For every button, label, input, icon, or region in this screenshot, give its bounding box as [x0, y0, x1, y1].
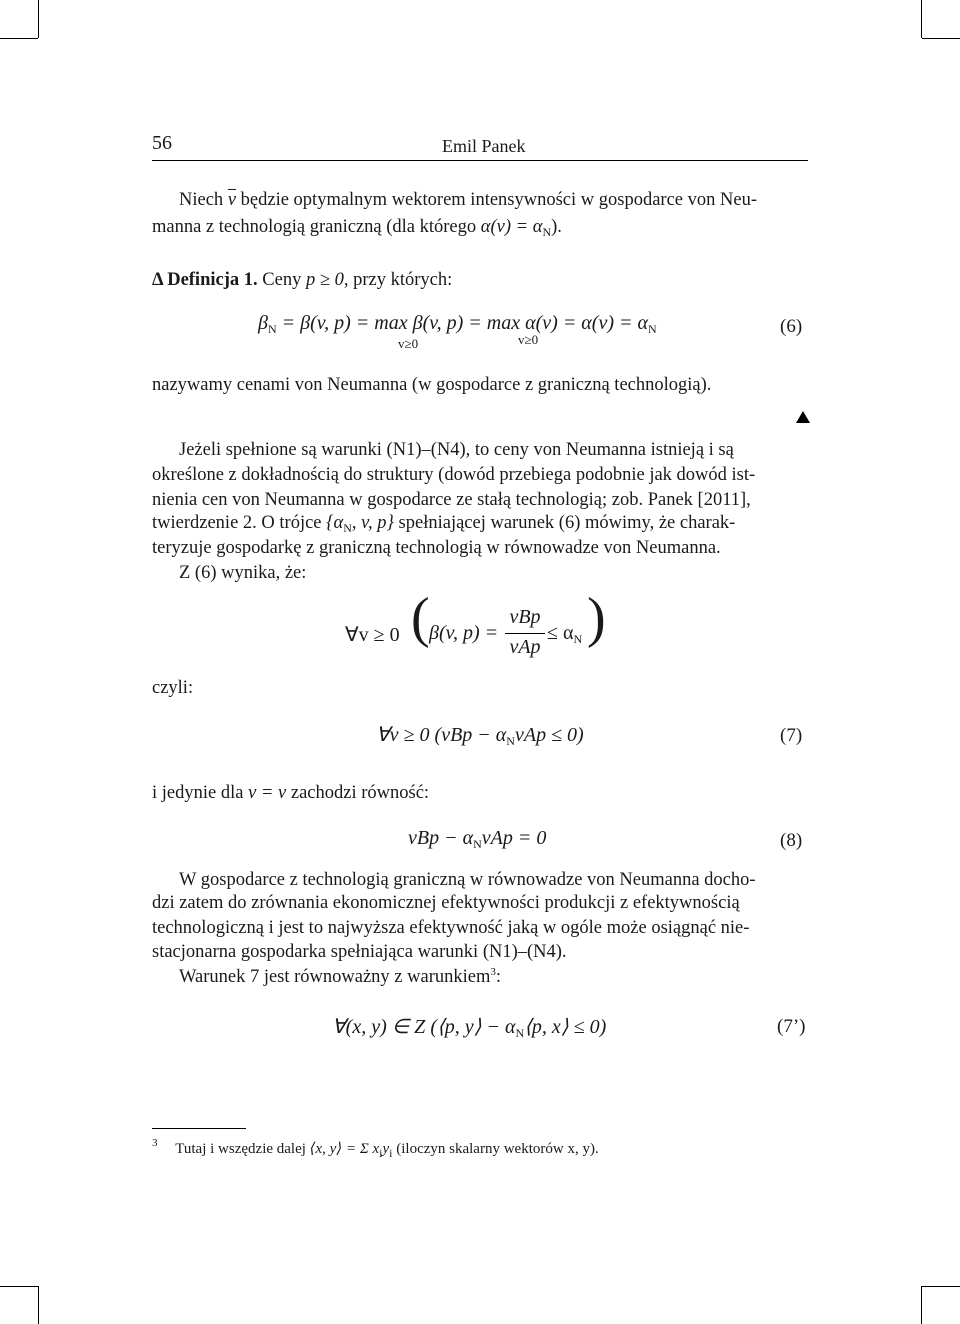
para1-line2: manna z technologią graniczną (dla którego $\alpha(v) = \alpha_N$).	[152, 217, 562, 239]
crop-mark	[0, 1286, 38, 1287]
crop-mark	[38, 1286, 39, 1324]
equation-6: $\beta_N = \beta(v$, p) = max β(v, $p) = \max \alpha(v) = \alpha(v) = \alpha_N$	[258, 312, 657, 336]
page-header	[152, 132, 808, 161]
czyli-label: czyli:	[152, 678, 194, 698]
equation-forall: ∀v ≥ 0 ( β(v, p) = vBp vAp ≤ $\alpha_N$ )	[345, 587, 606, 658]
para4-line3: technologiczną i jest to najwyższa efektywność jaką w ogóle może osiągnąć nie-	[152, 918, 750, 938]
definition-line: Δ Definicja 1. Ceny p ≥ 0, przy których:	[152, 270, 453, 290]
definition-label: Δ Definicja 1.	[152, 270, 258, 290]
equation-number: (7’)	[777, 1016, 806, 1037]
footnote-marker: 3	[152, 1137, 158, 1149]
crop-mark	[38, 0, 39, 38]
para3-line3: nienia cen von Neumanna w gospodarce ze stałą technologią; zob. Panek [2011],	[152, 490, 751, 510]
para4-line2: dzi zatem do zrównania ekonomicznej efektywności produkcji z efektywnością	[152, 893, 740, 913]
crop-mark	[921, 1286, 922, 1324]
para3-line6: Z (6) wynika, że:	[179, 563, 307, 583]
end-of-definition-triangle-icon	[796, 411, 810, 423]
para3-line5: teryzuje gospodarkę z graniczną technologią w równowadze von Neumanna.	[152, 538, 721, 558]
crop-mark	[0, 38, 38, 39]
equation-7-prime: ∀(x, y) ∈ Z (⟨p, y⟩ − $\alpha_N⟨p$, x⟩ ≤ 0)	[332, 1016, 607, 1040]
page-number: 56	[152, 132, 172, 154]
para1-line1: Niech $\overline{v}$ będzie optymalnym wektorem intensywności w gospodarce von Neu-	[179, 190, 757, 210]
footnote-reference: 3	[490, 966, 496, 978]
footnote-rule	[152, 1128, 246, 1129]
equation-number: (6)	[780, 316, 803, 337]
equation-8: vBp − $\alpha_NvAp = 0$	[408, 827, 547, 851]
para4-line1: W gospodarce z technologią graniczną w równowadze von Neumanna docho-	[179, 870, 756, 890]
footnote: $^3$ Tutaj i wszędzie dalej ⟨x, y⟩ = Σ $x_iy_i$ (iloczyn skalarny wektorów x, y).	[152, 1137, 599, 1160]
para2: nazywamy cenami von Neumanna (w gospodarce z graniczną technologią).	[152, 375, 712, 395]
eq6-max-subscript: v≥0	[398, 336, 419, 351]
running-head-author: Emil Panek	[442, 136, 526, 156]
equation-number: (8)	[780, 830, 803, 851]
para4-line5: Warunek 7 jest równoważny z warunkiem$^3$:	[179, 966, 502, 987]
equation-number: (7)	[780, 725, 803, 746]
para3-line2: określone z dokładnością do struktury (dowód przebiega podobnie jak dowód ist-	[152, 465, 756, 485]
para3-line4: twierdzenie 2. O trójce {$\alpha_N$, v, p} spełniającej warunek (6) mówimy, że charak-	[152, 513, 736, 535]
equation-7: ∀v ≥ 0 $(vBp - \alpha_NvAp \le 0)$	[376, 724, 584, 748]
crop-mark	[922, 1286, 960, 1287]
crop-mark	[922, 38, 960, 39]
para3-line1: Jeżeli spełnione są warunki (N1)–(N4), to ceny von Neumanna istnieją i są	[179, 440, 734, 460]
para4-line4: stacjonarna gospodarka spełniająca warunki (N1)–(N4).	[152, 942, 567, 962]
crop-mark	[921, 0, 922, 38]
eq6-max-subscript: v≥0	[518, 332, 539, 347]
equality-condition-line: i jedynie dla v = v zachodzi równość:	[152, 783, 430, 803]
